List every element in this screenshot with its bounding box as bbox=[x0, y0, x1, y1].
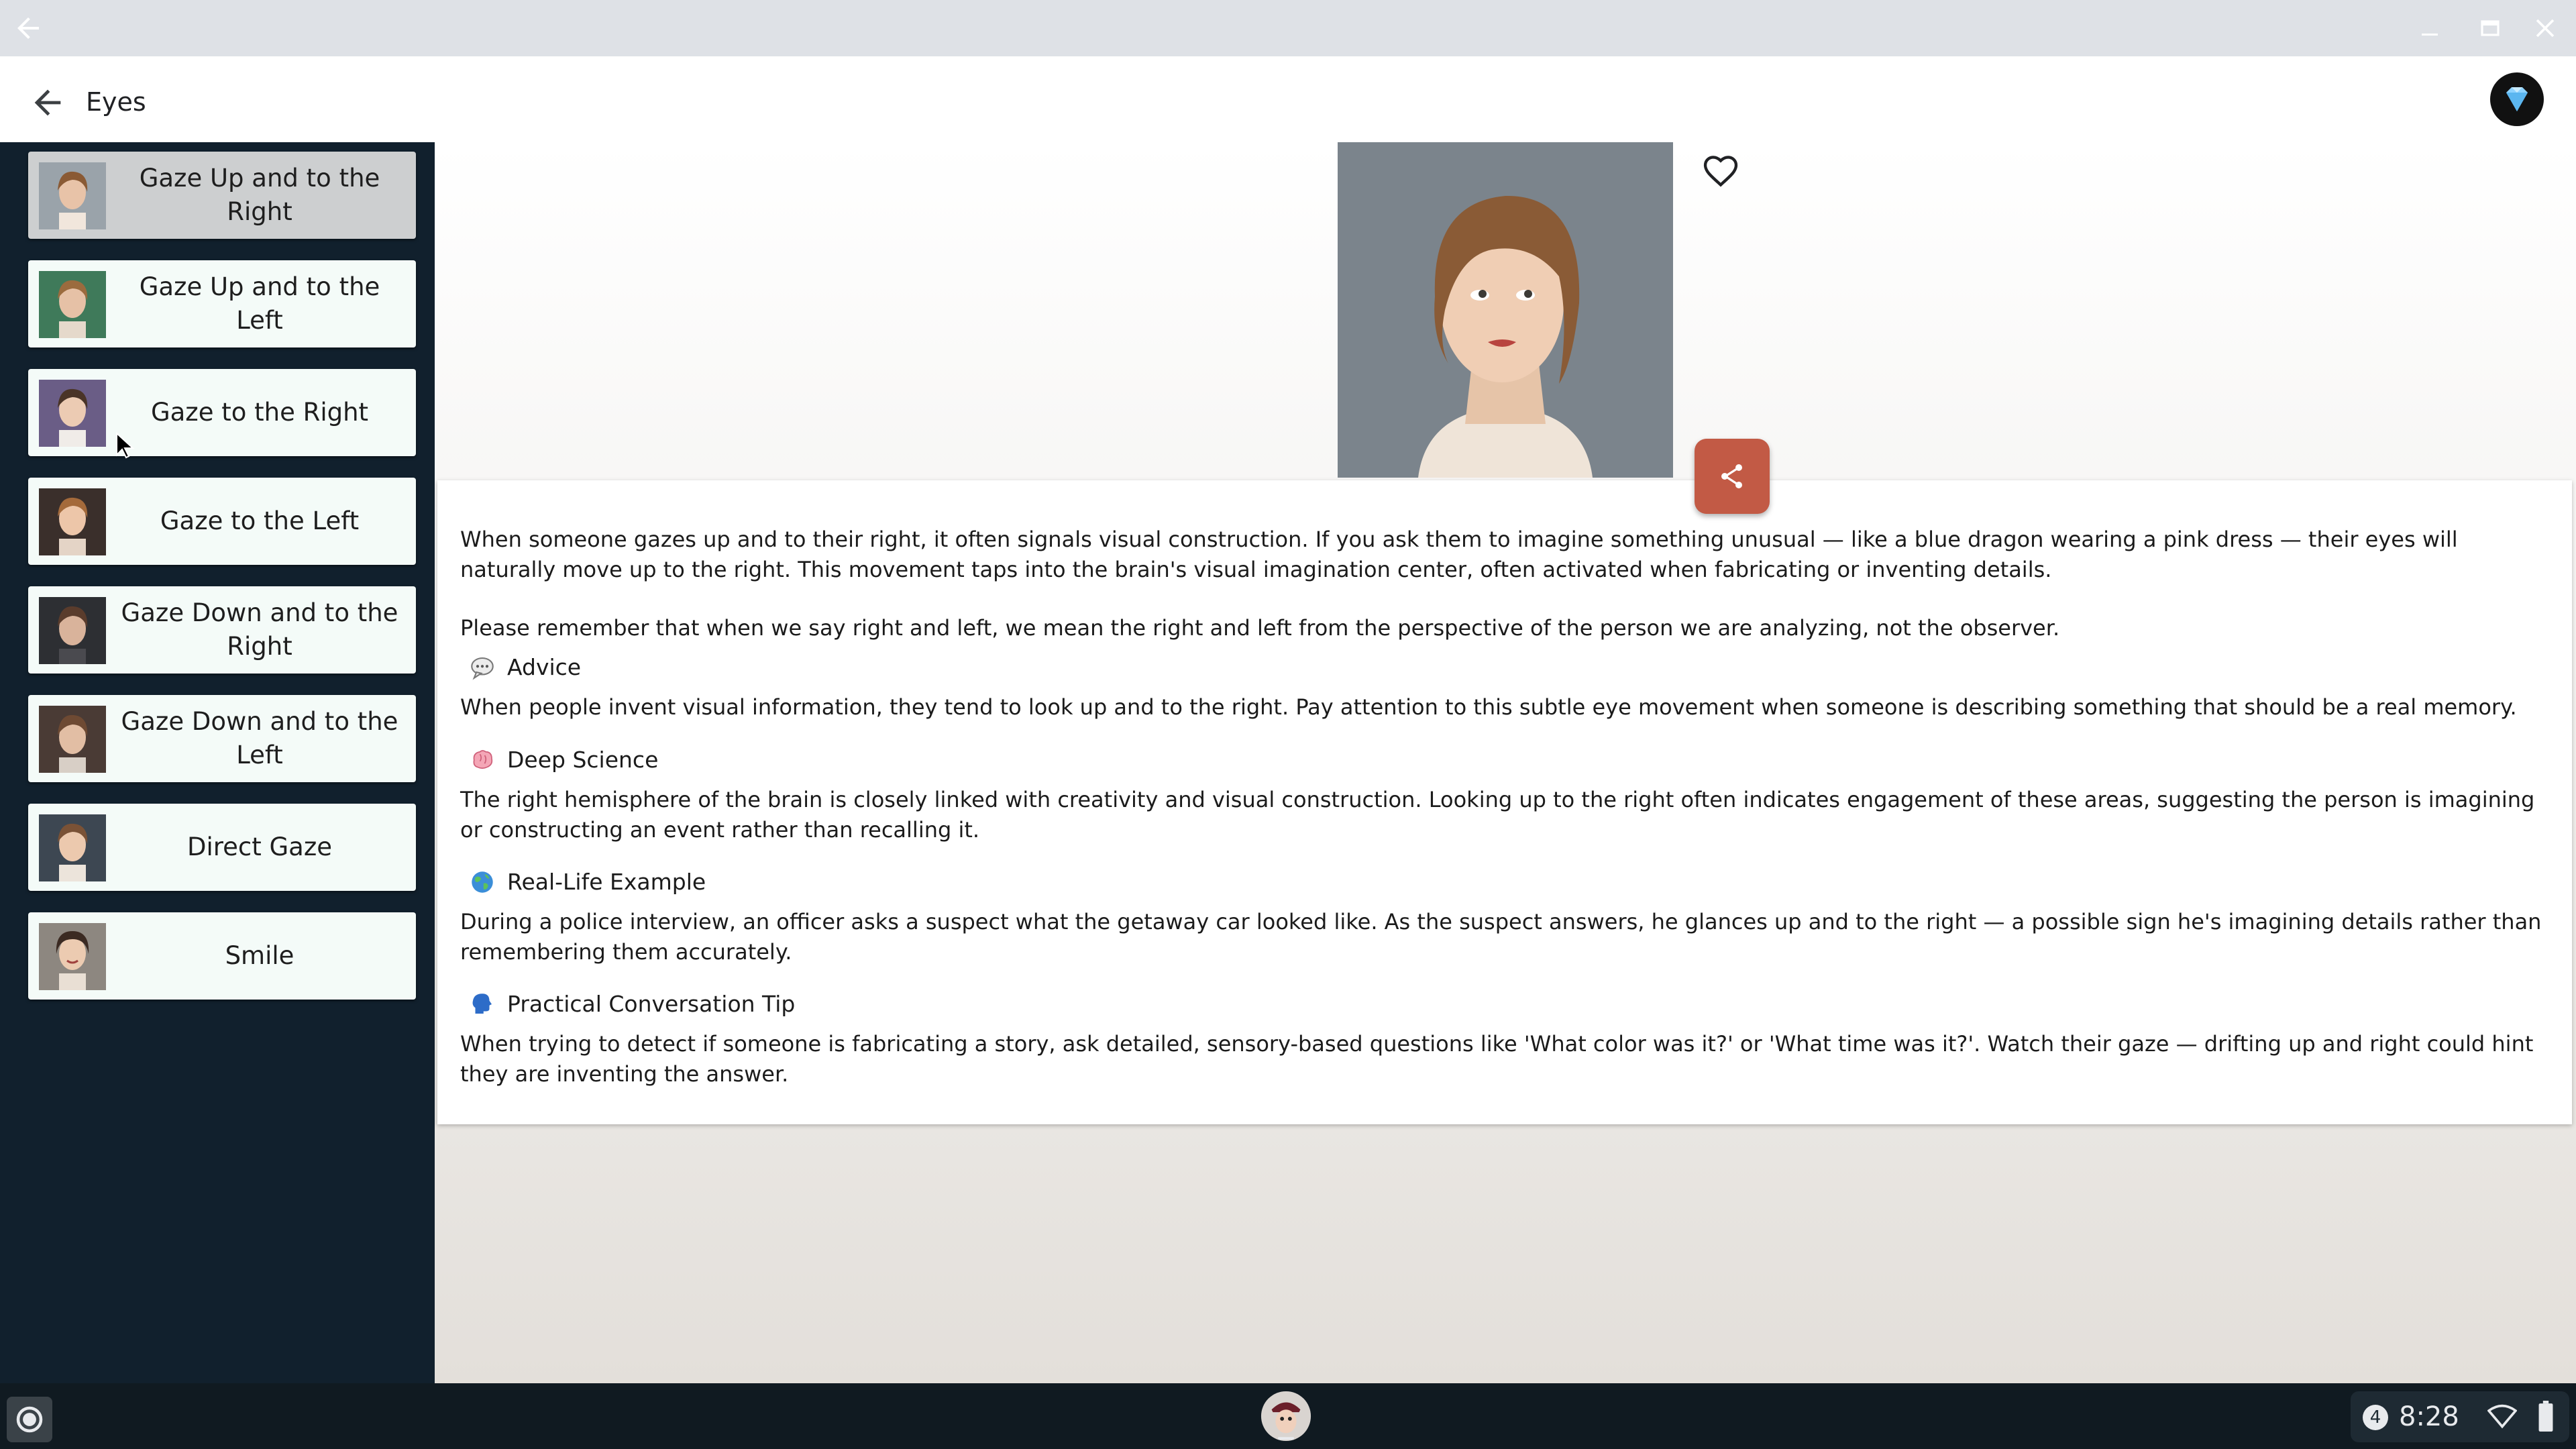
thumbnail-image bbox=[39, 923, 106, 990]
diamond-icon[interactable] bbox=[2490, 72, 2544, 126]
sidebar-item-label: Gaze to the Left bbox=[160, 506, 360, 535]
section-title: Advice bbox=[507, 654, 582, 680]
sidebar-item-gaze-down-left[interactable] bbox=[28, 695, 416, 782]
section-deep-science-heading bbox=[468, 745, 658, 775]
close-icon[interactable] bbox=[2529, 12, 2561, 44]
perspective-note: Please remember that when we say right and left, we mean the right and left from the perspective of the person we are analyzing, not the observer. bbox=[460, 615, 2060, 641]
window-back-icon[interactable] bbox=[12, 12, 44, 44]
wifi-icon bbox=[2487, 1403, 2517, 1430]
globe-icon bbox=[468, 868, 496, 896]
sidebar-item-gaze-right[interactable] bbox=[28, 369, 416, 456]
window-titlebar bbox=[0, 0, 2576, 56]
notification-count-badge: 4 bbox=[2363, 1405, 2388, 1430]
sidebar-item-gaze-up-right[interactable] bbox=[28, 152, 416, 239]
section-conversation-tip-heading bbox=[468, 989, 795, 1020]
section-advice-heading bbox=[468, 652, 581, 683]
app-bar bbox=[0, 56, 2576, 142]
speaking-head-icon bbox=[468, 990, 496, 1018]
system-shelf bbox=[0, 1383, 2576, 1449]
thumbnail-image bbox=[39, 597, 106, 664]
section-conversation-tip-text: When trying to detect if someone is fabricating a story, ask detailed, sensory-based questions like 'What color was it?' or 'What time was it?'. Watch their gaze — drifting up and right could hint they are inventing the answer. bbox=[460, 1031, 2534, 1087]
section-title: Deep Science bbox=[507, 747, 659, 773]
launcher-icon bbox=[7, 1397, 52, 1442]
page-title: Eyes bbox=[86, 87, 146, 117]
thumbnail-image bbox=[39, 706, 106, 773]
section-deep-science-text: The right hemisphere of the brain is closely linked with creativity and visual construction. Looking up to the right often indicates engagement of these areas, suggesting the person is imagining or constructing an event rather than recalling it. bbox=[460, 787, 2535, 843]
share-icon bbox=[1716, 460, 1748, 492]
sidebar-item-label: Direct Gaze bbox=[186, 833, 333, 861]
section-real-life-text: During a police interview, an officer asks a suspect what the getaway car looked like. As the suspect answers, he glances up and to the right — a possible sign he's imagining details rather than remembering them accurately. bbox=[460, 909, 2542, 965]
sidebar-item-label: Gaze Down and to the Right bbox=[121, 598, 398, 661]
section-title: Practical Conversation Tip bbox=[507, 991, 796, 1017]
brain-icon bbox=[468, 746, 496, 774]
app-shelf-icon[interactable] bbox=[1260, 1390, 1312, 1442]
sidebar-item-label: Gaze Up and to the Right bbox=[139, 164, 380, 226]
launcher-button[interactable] bbox=[7, 1397, 52, 1442]
maximize-icon[interactable] bbox=[2474, 12, 2506, 44]
speech-bubble-icon bbox=[468, 653, 496, 682]
section-title: Real-Life Example bbox=[507, 869, 706, 895]
sidebar-item-label: Smile bbox=[225, 941, 294, 970]
back-arrow-icon[interactable] bbox=[28, 83, 67, 122]
sidebar-item-label: Gaze Up and to the Left bbox=[139, 272, 380, 335]
intro-text: When someone gazes up and to their right, it often signals visual construction. If you ask them to imagine something unusual — like a blue dragon wearing a pink dress — their eyes will naturally move up to the right. This movement taps into the brain's visual imagination center, often activated when fabricating or inventing details. bbox=[460, 527, 2458, 582]
thumbnail-image bbox=[39, 162, 106, 229]
battery-icon bbox=[2537, 1401, 2555, 1432]
section-advice-text: When people invent visual information, they tend to look up and to the right. Pay attention to this subtle eye movement when someone is describing something that should be a real memory. bbox=[460, 694, 2517, 720]
section-real-life-heading bbox=[468, 867, 706, 898]
sidebar-item-gaze-left[interactable] bbox=[28, 478, 416, 565]
thumbnail-image bbox=[39, 814, 106, 881]
share-button[interactable] bbox=[1695, 439, 1770, 514]
sidebar-item-gaze-up-left[interactable] bbox=[28, 260, 416, 347]
sidebar-item-direct-gaze[interactable] bbox=[28, 804, 416, 891]
clock: 8:28 bbox=[2399, 1401, 2459, 1432]
thumbnail-image bbox=[39, 488, 106, 555]
status-tray[interactable] bbox=[2351, 1391, 2569, 1442]
sidebar-item-label: Gaze Down and to the Left bbox=[121, 707, 398, 769]
sidebar-item-label: Gaze to the Right bbox=[150, 398, 369, 427]
minimize-icon[interactable] bbox=[2414, 12, 2446, 44]
sidebar bbox=[0, 142, 435, 1383]
portrait-image bbox=[1338, 142, 1673, 478]
thumbnail-image bbox=[39, 271, 106, 338]
thumbnail-image bbox=[39, 380, 106, 447]
favorite-heart-icon[interactable] bbox=[1701, 152, 1740, 191]
mouse-cursor-icon bbox=[115, 432, 136, 459]
description-card bbox=[437, 480, 2572, 1124]
sidebar-item-gaze-down-right[interactable] bbox=[28, 586, 416, 674]
sidebar-item-smile[interactable] bbox=[28, 912, 416, 1000]
